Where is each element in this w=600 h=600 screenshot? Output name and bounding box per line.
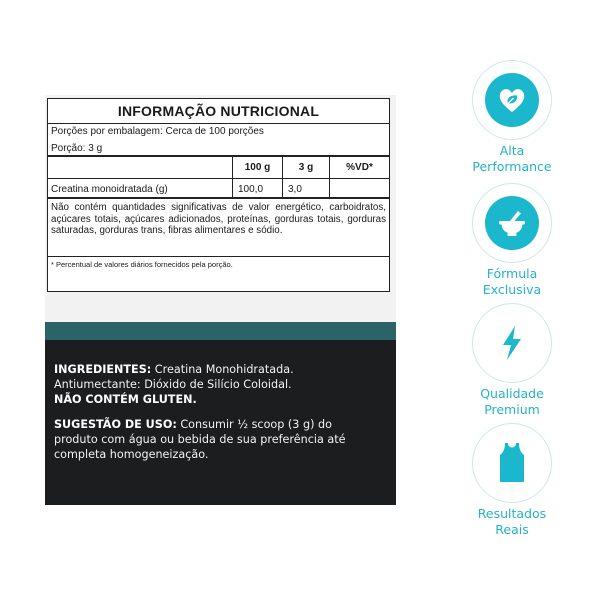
usage-block	[54, 417, 354, 462]
nutrition-note: Não contém quantidades significativas de valor energético, carboidratos, açúcares totais, açúcares adicionados, proteínas, gorduras totais, gorduras saturadas, gorduras trans, fibras alimentares e sódio.	[48, 199, 389, 257]
header-cell-name	[48, 157, 233, 178]
nutrient-name: Creatina monoidratada (g)	[48, 179, 233, 197]
ingredients-text: Creatina Monohidratada.	[154, 363, 294, 376]
feature-circle	[472, 303, 552, 383]
serving-size: Porção: 3 g	[48, 140, 389, 157]
nutrient-per-100g: 100,0	[233, 179, 283, 197]
nutrition-title: INFORMAÇÃO NUTRICIONAL	[48, 99, 389, 124]
nutrient-per-serving: 3,0	[283, 179, 330, 197]
nutrition-table	[47, 98, 390, 292]
header-cell-vd: %VD*	[346, 162, 373, 173]
feature-circle	[472, 60, 552, 140]
mortar-pestle-icon	[495, 206, 529, 240]
feature-label: Qualidade Premium	[480, 386, 544, 417]
feature-label: Fórmula Exclusiva	[482, 266, 542, 297]
header-cell-3g: 3 g	[283, 157, 330, 178]
tank-top-icon	[495, 441, 529, 485]
usage-title: SUGESTÃO DE USO:	[54, 418, 177, 431]
label-text	[54, 362, 354, 462]
label-teal-band	[45, 322, 396, 340]
feature-label: Resultados Reais	[477, 506, 547, 537]
heart-leaf-icon	[496, 84, 528, 116]
feature-circle	[472, 183, 552, 263]
feature-formula-exclusiva	[462, 183, 562, 298]
feature-label: Alta Performance	[472, 143, 552, 174]
servings-per-package: Porções por embalagem: Cerca de 100 porções	[51, 126, 264, 137]
gluten-warning: NÃO CONTÉM GLUTEN.	[54, 393, 197, 406]
lightning-icon	[495, 323, 529, 363]
feature-resultados-reais	[462, 423, 562, 538]
feature-qualidade-premium	[462, 303, 562, 418]
nutrient-vd	[330, 179, 389, 197]
ingredients-block	[54, 362, 354, 407]
ingredients-title: INGREDIENTES:	[54, 363, 152, 376]
feature-circle	[472, 423, 552, 503]
nutrition-row	[48, 179, 389, 199]
antiumectante-text: Antiumectante: Dióxido de Silício Coloidal.	[54, 378, 292, 391]
feature-alta-performance	[462, 60, 562, 175]
nutrition-header-row	[48, 157, 389, 179]
header-cell-100g: 100 g	[233, 157, 283, 178]
nutrition-footnote: * Percentual de valores diários fornecidos pela porção.	[51, 260, 233, 269]
usage-text: Consumir ½ scoop (3 g) do produto com água ou bebida de sua preferência até completa homogeneização.	[54, 418, 346, 461]
